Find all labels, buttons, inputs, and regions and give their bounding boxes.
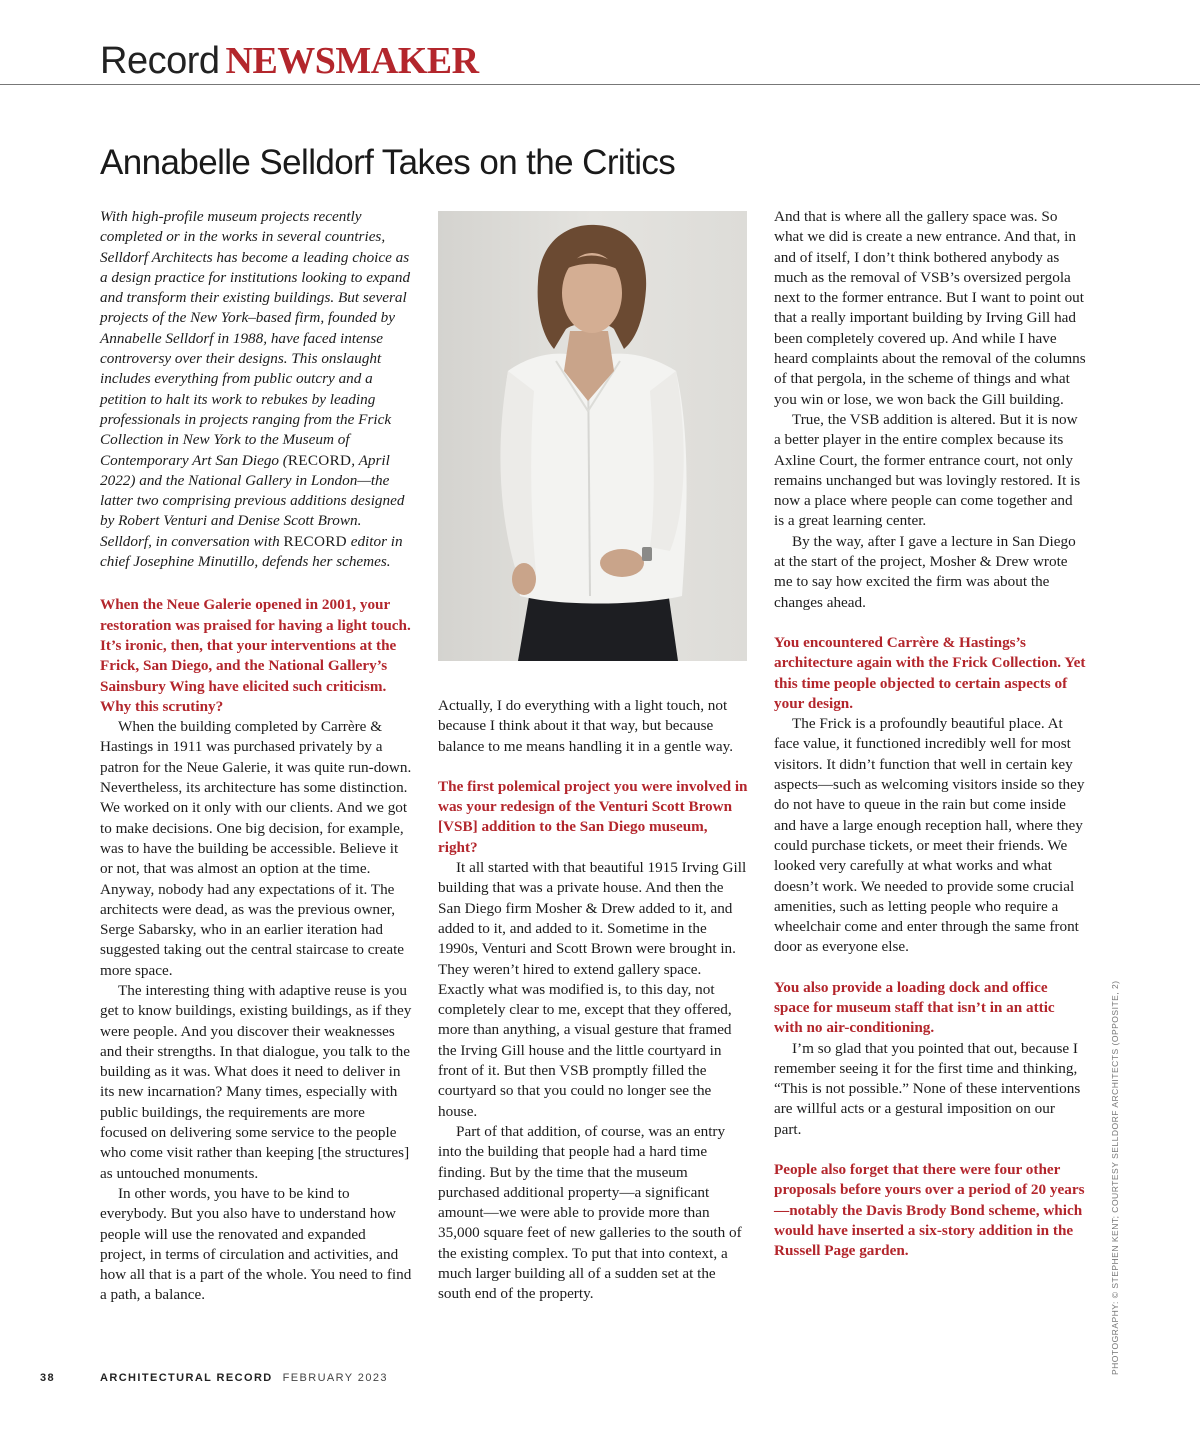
answer-paragraph: When the building completed by Carrère & Hastings in 1911 was purchased privately by a patron for the Neue Galerie, it was quite run-down. Nevertheless, its architecture has some distinction. We worked on it only with our clients. And we got to make decisions. One big decision, for example, was to have the building be accessible. Believe it or not, that was almost an option at the time. Anyway, nobody had any expectations of it. The architects were dead, as was the previous owner, Serge Sabarsky, who in an earlier iteration had suggested taking out the central staircase to create more space. (100, 718, 412, 979)
portrait-illustration (438, 211, 747, 661)
article-title: Annabelle Selldorf Takes on the Critics (100, 143, 676, 182)
column-3 (774, 207, 1086, 1262)
answer-paragraph: True, the VSB addition is altered. But it is now a better player in the entire complex because its Axline Court, the former entrance court, not only remains unchanged but was lovingly restored. It is now a place where people can come together and is a great learning center. (774, 410, 1081, 530)
intro-record-mention: RECORD (287, 451, 352, 469)
question-1: When the Neue Galerie opened in 2001, your restoration was praised for having a light touch. It’s ironic, then, that your interventions at the Frick, San Diego, and the National Gallery’s Sainsbury Wing have elicited such criticism. Why this scrutiny? (100, 596, 411, 715)
intro-text-b: , April 2022) and the National Gallery in London—the latter two comprising previous additions designed by Robert Venturi and Denise Scott Brown. Selldorf, in conversation with (100, 451, 405, 550)
column-1 (100, 207, 412, 1306)
issue-date: FEBRUARY 2023 (282, 1372, 388, 1384)
intro-text-c: editor in chief Josephine Minutillo, defends her schemes. (100, 532, 403, 571)
answer-paragraph: Part of that addition, of course, was an entry into the building that people had a hard time finding. But by the time that the museum purchased additional property—a significant amount—we were able to provide more than 35,000 square feet of new galleries to the south of the existing complex. To put that into context, a much larger building all of a sudden set at the south end of the property. (438, 1122, 742, 1303)
intro-paragraph (100, 207, 412, 572)
page-number: 38 (40, 1372, 56, 1384)
portrait-photo (438, 211, 747, 661)
question-3: You encountered Carrère & Hastings’s architecture again with the Frick Collection. Yet this time people objected to certain aspects of your design. (774, 633, 1086, 712)
column-2 (438, 696, 748, 1305)
intro-text-a: With high-profile museum projects recently completed or in the works in several countries, Selldorf Architects has become a leading choice as a design practice for institutions looking to expand and transform their existing buildings. But several projects of the New York–based firm, founded by Annabelle Selldorf in 1988, have faced intense controversy over their designs. This onslaught includes everything from public outcry and a petition to halt its work to rebukes by leading professionals in projects ranging from the Frick Collection in New York to the Museum of Contemporary Art San Diego ( (100, 208, 411, 469)
answer-paragraph: It all started with that beautiful 1915 Irving Gill building that was a private house. And then the San Diego firm Mosher & Drew added to it, and added to it, and added to it. Sometime in the 1990s, Venturi and Scott Brown were brought in. They weren’t hired to extend gallery space. Exactly what was modified is, to this day, not completely clear to me, except that they offered, more than anything, a visual gesture that framed the Irving Gill house and the little courtyard in front of it. But then VSB promptly filled the courtyard so that you could no longer see the house. (438, 859, 747, 1120)
answer-paragraph: Actually, I do everything with a light touch, not because I think about it that way, but because balance to me means handling it in a gentle way. (438, 697, 734, 755)
section-label-record: Record (100, 40, 220, 82)
answer-paragraph: In other words, you have to be kind to everybody. But you also have to understand how people will use the renovated and expanded project, in terms of circulation and activities, and how all that is a part of the whole. You need to find a path, a balance. (100, 1184, 412, 1304)
answer-paragraph: I’m so glad that you pointed that out, because I remember seeing it for the first time and thinking, “This is not possible.” None of these interventions are willful acts or a gestural imposition on our part. (774, 1039, 1081, 1138)
answer-paragraph: The Frick is a profoundly beautiful place. At face value, it functioned incredibly well for most visitors. It didn’t function that well in certain key aspects—such as welcoming visitors inside so they do not have to queue in the rain but come inside and have a large enough reception hall, where they could purchase tickets, or meet their friends. We looked very carefully at what works and what doesn’t work. We needed to provide some crucial amenities, such as letting people who require a wheelchair come and enter through the same front door as everyone else. (774, 715, 1085, 956)
header-rule (0, 84, 1200, 85)
answer-paragraph: And that is where all the gallery space was. So what we did is create a new entrance. And that, in and of itself, I don’t think bothered anybody as much as the removal of VSB’s oversized pergola next to the former entrance. But I want to point out that a really important building by Irving Gill had been completely covered up. And while I have heard complaints about the removal of the columns of that pergola, in the scheme of things and what you win or lose, we won back the Gill building. (774, 208, 1086, 408)
question-4: You also provide a loading dock and office space for museum staff that isn’t in an attic with no air-conditioning. (774, 978, 1055, 1037)
question-5: People also forget that there were four other proposals before yours over a period of 20 years—notably the Davis Brody Bond scheme, which would have inserted a six-story addition in the Russell Page garden. (774, 1161, 1085, 1260)
section-header (100, 36, 479, 86)
section-label-newsmaker: NEWSMAKER (225, 40, 479, 82)
publication-name: ARCHITECTURAL RECORD (100, 1372, 273, 1384)
answer-paragraph: By the way, after I gave a lecture in San Diego at the start of the project, Mosher & Drew wrote me to say how excited the firm was about the changes ahead. (774, 532, 1076, 611)
intro-record-mention: RECORD (283, 532, 347, 550)
page-footer (40, 1372, 388, 1384)
answer-paragraph: The interesting thing with adaptive reuse is you get to know buildings, existing buildings, as if they were people. And you discover their weaknesses and their strengths. In that dialogue, you talk to the building as it was. What does it need to deliver in its new incarnation? Many times, especially with public buildings, the requirements are more focused on delivering some service to the people who come visit rather than keeping [the structures] as untouched monuments. (100, 981, 412, 1182)
question-2: The first polemical project you were involved in was your redesign of the Venturi Scott Brown [VSB] addition to the San Diego museum, right? (438, 777, 748, 856)
photo-credit: PHOTOGRAPHY: © STEPHEN KENT; COURTESY SELLDORF ARCHITECTS (OPPOSITE, 2) (1110, 980, 1120, 1375)
